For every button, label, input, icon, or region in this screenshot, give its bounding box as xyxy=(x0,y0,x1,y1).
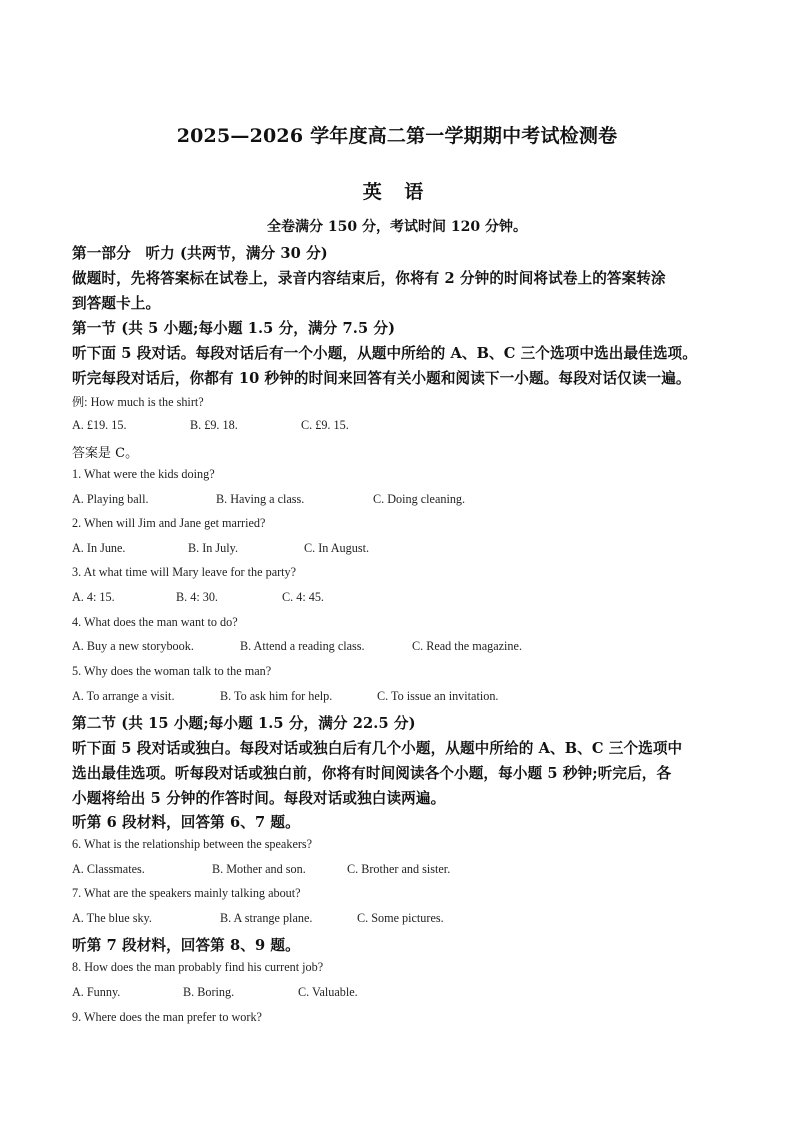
section2-instruction-line2: 选出最佳选项。听每段对话或独白前，你将有时间阅读各个小题，每小题 5 秒钟;听完后，各 xyxy=(72,765,672,782)
question-7: 7. What are the speakers mainly talking about? xyxy=(72,886,301,900)
q5-option-c: C. To issue an invitation. xyxy=(377,689,499,703)
question-1: 1. What were the kids doing? xyxy=(72,467,215,481)
q6-option-b: B. Mother and son. xyxy=(212,862,306,876)
q6-option-a: A. Classmates. xyxy=(72,862,145,876)
section1-heading: 第一节 (共 5 小题;每小题 1.5 分，满分 7.5 分) xyxy=(72,320,396,337)
material-7-heading: 听第 7 段材料，回答第 8、9 题。 xyxy=(72,937,300,954)
part1-heading: 第一部分 听力 (共两节，满分 30 分) xyxy=(72,245,328,262)
q8-option-a: A. Funny. xyxy=(72,985,121,999)
q1-option-a: A. Playing ball. xyxy=(72,492,149,506)
example-option-b: B. £9. 18. xyxy=(190,418,238,432)
q4-option-b: B. Attend a reading class. xyxy=(240,639,365,653)
q2-option-c: C. In August. xyxy=(304,541,370,555)
q4-option-a: A. Buy a new storybook. xyxy=(72,639,194,653)
q1-option-c: C. Doing cleaning. xyxy=(373,492,466,506)
example-option-c: C. £9. 15. xyxy=(301,418,349,432)
exam-title: 2025—2026 学年度高二第一学期期中考试检测卷 xyxy=(176,125,618,147)
question-3: 3. At what time will Mary leave for the party? xyxy=(72,565,297,579)
q7-option-a: A. The blue sky. xyxy=(72,911,152,925)
q3-option-c: C. 4: 45. xyxy=(282,590,324,604)
section2-heading: 第二节 (共 15 小题;每小题 1.5 分，满分 22.5 分) xyxy=(72,715,416,732)
q5-option-a: A. To arrange a visit. xyxy=(72,689,175,703)
question-9: 9. Where does the man prefer to work? xyxy=(72,1010,262,1024)
section1-instruction-line1: 听下面 5 段对话。每段对话后有一个小题，从题中所给的 A、B、C 三个选项中选出最佳选项。 xyxy=(72,345,697,362)
part1-instruction-line1: 做题时，先将答案标在试卷上，录音内容结束后，你将有 2 分钟的时间将试卷上的答案转涂 xyxy=(72,270,666,287)
example-option-a: A. £19. 15. xyxy=(72,418,127,432)
score-time-line: 全卷满分 150 分，考试时间 120 分钟。 xyxy=(267,219,527,235)
q8-option-c: C. Valuable. xyxy=(298,985,358,999)
question-5: 5. Why does the woman talk to the man? xyxy=(72,664,272,678)
part1-instruction-line2: 到答题卡上。 xyxy=(72,295,161,312)
q4-option-c: C. Read the magazine. xyxy=(412,639,522,653)
question-8: 8. How does the man probably find his current job? xyxy=(72,960,324,974)
q2-option-b: B. In July. xyxy=(188,541,238,555)
subject-heading: 英 语 xyxy=(362,181,432,203)
q2-option-a: A. In June. xyxy=(72,541,126,555)
material-6-heading: 听第 6 段材料，回答第 6、7 题。 xyxy=(72,814,300,831)
q6-option-c: C. Brother and sister. xyxy=(347,862,451,876)
q3-option-a: A. 4: 15. xyxy=(72,590,115,604)
section2-instruction-line1: 听下面 5 段对话或独白。每段对话或独白后有几个小题，从题中所给的 A、B、C 三个选项中 xyxy=(72,740,683,757)
section1-instruction-line2: 听完每段对话后，你都有 10 秒钟的时间来回答有关小题和阅读下一小题。每段对话仅读一遍。 xyxy=(72,370,691,387)
q5-option-b: B. To ask him for help. xyxy=(220,689,333,703)
example-question: 例: How much is the shirt? xyxy=(72,395,204,409)
q8-option-b: B. Boring. xyxy=(183,985,235,999)
q7-option-c: C. Some pictures. xyxy=(357,911,444,925)
question-6: 6. What is the relationship between the speakers? xyxy=(72,837,313,851)
q7-option-b: B. A strange plane. xyxy=(220,911,313,925)
example-answer: 答案是 C。 xyxy=(72,446,139,461)
q3-option-b: B. 4: 30. xyxy=(176,590,218,604)
question-2: 2. When will Jim and Jane get married? xyxy=(72,516,266,530)
q1-option-b: B. Having a class. xyxy=(216,492,305,506)
section2-instruction-line3: 小题将给出 5 分钟的作答时间。每段对话或独白读两遍。 xyxy=(72,790,446,807)
question-4: 4. What does the man want to do? xyxy=(72,615,238,629)
